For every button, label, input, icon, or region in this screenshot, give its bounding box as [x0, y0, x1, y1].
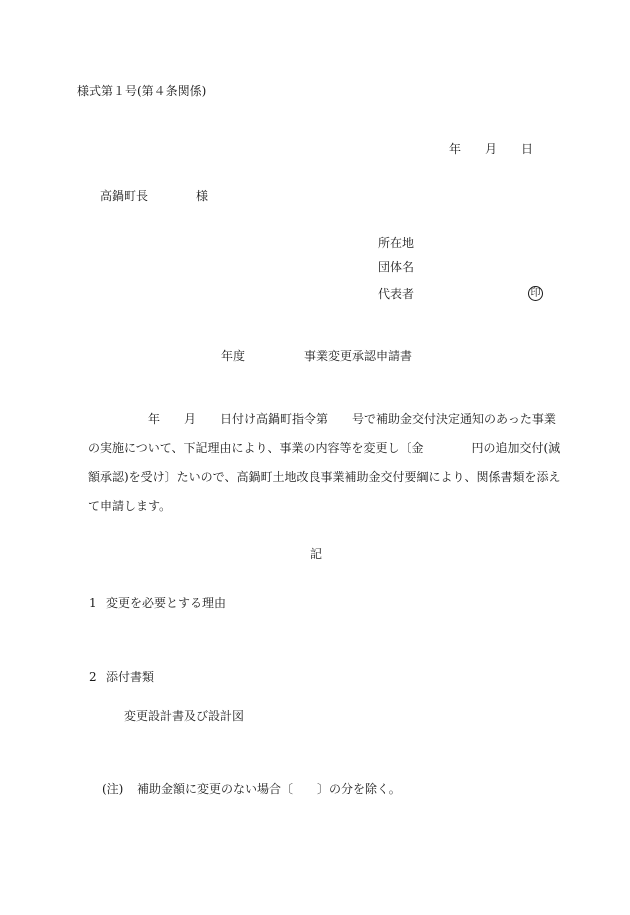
attachment-text: 変更設計書及び設計図	[124, 709, 245, 723]
seal-mark: 印	[528, 286, 543, 301]
item-1-label: 変更を必要とする理由	[106, 596, 227, 610]
form-number-header: 様式第１号(第４条関係)	[77, 84, 207, 98]
organization-label: 団体名	[378, 260, 415, 274]
body-line-1: 年 月 日付け高鍋町指令第 号で補助金交付決定通知のあった事業	[148, 412, 556, 426]
body-paragraph	[88, 410, 561, 526]
body-line-2: の実施について、下記理由により、事業の内容等を変更し〔金 円の追加交付(減	[88, 441, 561, 455]
body-line-4: て申請します。	[88, 499, 172, 513]
item-1-number: 1	[89, 596, 97, 610]
title-text: 事業変更承認申請書	[304, 349, 413, 363]
item-2-number: 2	[89, 670, 97, 684]
ki-heading: 記	[310, 547, 323, 561]
fiscal-year-label: 年度	[221, 349, 246, 363]
note-marker: (注)	[102, 782, 124, 796]
representative-label: 代表者	[378, 287, 415, 301]
date-day-label: 日	[521, 142, 534, 156]
date-month-label: 月	[485, 142, 498, 156]
location-label: 所在地	[378, 236, 415, 250]
date-year-label: 年	[449, 142, 462, 156]
item-2-label: 添付書類	[106, 670, 155, 684]
body-line-3: 額承認)を受け〕たいので、高鍋町土地改良事業補助金交付要綱により、関係書類を添え	[88, 470, 561, 484]
note-text: 補助金額に変更のない場合〔 〕の分を除く。	[137, 782, 401, 796]
addressee-honorific: 様	[196, 189, 209, 203]
addressee-name: 高鍋町長	[100, 189, 149, 203]
